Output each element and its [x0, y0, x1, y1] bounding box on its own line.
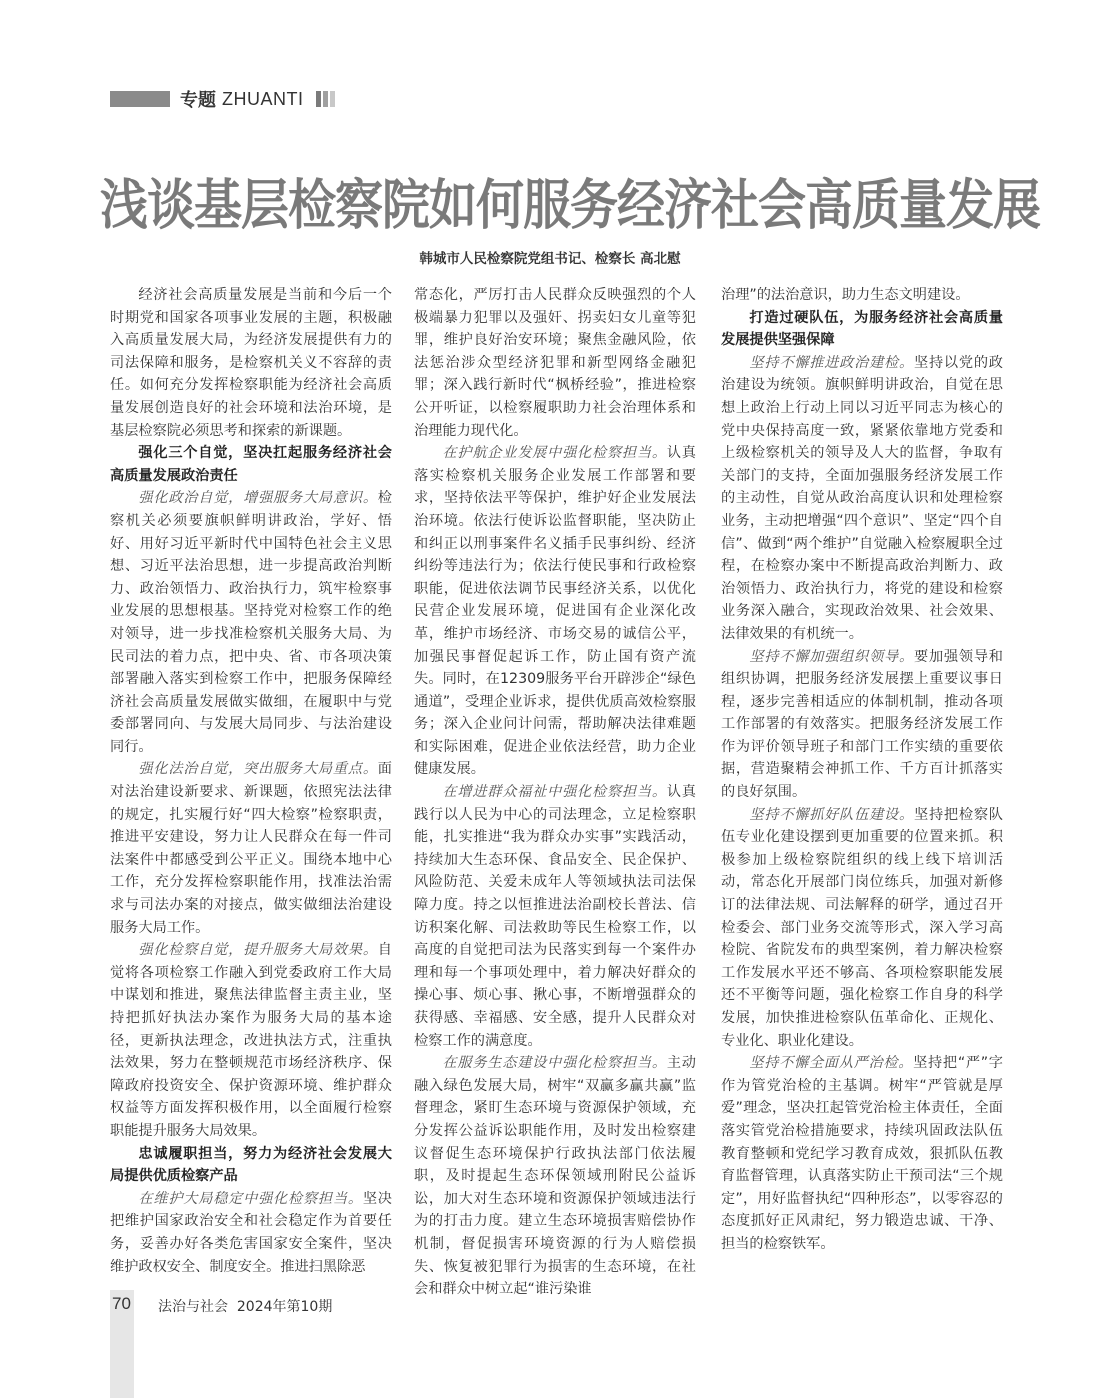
paragraph-text: 坚持把“严”字作为管党治检的主基调。树牢“严管就是厚爱”理念，坚决扛起管党治检主体责任，全面落实管党治检措施要求，持续巩固政法队伍教育整顿和党纪学习教育成效，狠抓队伍教育监督管理，认真落实防止干预司法“三个规定”，用好监督执纪“四种形态”，以零容忍的态度抓好正风肃纪，努力锻造忠诚、干净、担当的检察铁军。 — [721, 1055, 1003, 1252]
section-bar-decoration — [110, 91, 170, 107]
paragraph-text: 自觉将各项检察工作融入到党委政府工作大局中谋划和推进，聚焦法律监督主责主业，坚持把抓好执法办案作为服务大局的基本途径，更新执法理念，改进执法方式，注重执法效果，努力在整顿规范市场经济秩序、保障政府投资安全、保护资源环境、维护群众权益等方面发挥积极作用，以全面履行检察职能提升服务大局效果。 — [110, 942, 392, 1139]
section-heading: 忠诚履职担当，努力为经济社会发展大局提供优质检察产品 — [110, 1145, 392, 1185]
body-paragraph — [721, 284, 1003, 307]
section-label-cn: 专题 — [180, 90, 216, 111]
body-paragraph — [110, 1188, 392, 1278]
body-paragraph — [110, 487, 392, 758]
body-paragraph — [414, 1052, 696, 1301]
paragraph-text: 认真落实检察机关服务企业发展工作部署和要求，坚持依法平等保护，维护好企业发展法治环境。依法行使诉讼监督职能，坚决防止和纠正以刑事案件名义插手民事纠纷、经济纠纷等违法行为；依法行使民事和行政检察职能，促进依法调节民事经济关系，以优化民营企业发展环境，促进国有企业深化改革，维护市场经济、市场交易的诚信公平，加强民事督促起诉工作，防止国有资产流失。同时，在12309服务平台开辟涉企“绿色通道”，受理企业诉求，提供优质高效检察服务；深入企业问计问需，帮助解决法律难题和实际困难，促进企业依法经营，助力企业健康发展。 — [414, 445, 696, 778]
paragraph-lead: 强化检察自觉，提升服务大局效果。 — [138, 942, 378, 959]
paragraph-lead: 坚持不懈推进政治建检。 — [749, 354, 914, 371]
paragraph-text: 主动融入绿色发展大局，树牢“双赢多赢共赢”监督理念，紧盯生态环境与资源保护领域，充分发挥公益诉讼职能作用，及时发出检察建议督促生态环境保护行政执法部门依法履职，及时提起生态环保领域刑附民公益诉讼，加大对生态环境和资源保护领域违法行为的打击力度。建立生态环境损害赔偿协作机制，督促损害环境资源的行为人赔偿损失、恢复被犯罪行为损害的生态环境，在社会和群众中树立起“谁污染谁 — [414, 1055, 696, 1298]
paragraph-text: 检察机关必须要旗帜鲜明讲政治，学好、悟好、用好习近平新时代中国特色社会主义思想、习近平法治思想，进一步提高政治判断力、政治领悟力、政治执行力，筑牢检察事业发展的思想根基。坚持党对检察工作的绝对领导，进一步找准检察机关服务大局、为民司法的着力点，把中央、省、市各项决策部署融入落实到检察工作中，把服务保障经济社会高质量发展做实做细，在履职中与党委部署同向、与发展大局同步、与法治建设同行。 — [110, 490, 392, 755]
body-paragraph — [414, 442, 696, 781]
paragraph-text: 坚持以党的政治建设为统领。旗帜鲜明讲政治，自觉在思想上政治上行动上同以习近平同志为核心的党中央保持高度一致，紧紧依靠地方党委和上级检察机关的领导及人大的监督，争取有关部门的支持，全面加强服务经济发展工作的主动性，自觉从政治高度认识和处理检察业务，主动把增强“四个意识”、坚定“四个自信”、做到“两个维护”自觉融入检察履职全过程，在检察办案中不断提高政治判断力、政治领悟力、政治执行力，将党的建设和检察业务深入融合，实现政治效果、社会效果、法律效果的有机统一。 — [721, 354, 1003, 642]
paragraph-text: 面对法治建设新要求、新课题，依照宪法法律的规定，扎实履行好“四大检察”检察职责，推进平安建设，努力让人民群众在每一件司法案件中都感受到公平正义。围绕本地中心工作，充分发挥检察职能作用，找准法治需求与司法办案的对接点，做实做细法治建设服务大局工作。 — [110, 761, 392, 936]
page-number: 70 — [112, 1294, 131, 1313]
section-label-en: ZHUANTI — [222, 88, 304, 109]
section-heading: 强化三个自觉，坚决扛起服务经济社会高质量发展政治责任 — [110, 445, 392, 484]
article-column-1 — [110, 284, 392, 1278]
body-paragraph — [110, 284, 392, 442]
body-paragraph — [721, 804, 1003, 1053]
paragraph-text: 要加强领导和组织协调，把服务经济发展摆上重要议事日程，逐步完善相适应的体制机制，推动各项工作部署的有效落实。把服务经济发展工作作为评价领导班子和部门工作实绩的重要依据，营造聚精会神抓工作、千方百计抓落实的良好氛围。 — [721, 648, 1003, 801]
paragraph-lead: 在增进群众福祉中强化检察担当。 — [442, 784, 667, 801]
paragraph-lead: 强化法治自觉，突出服务大局重点。 — [138, 761, 378, 778]
article-column-2 — [414, 284, 696, 1301]
body-paragraph — [721, 1052, 1003, 1255]
body-paragraph — [721, 646, 1003, 804]
paragraph-text: 认真践行以人民为中心的司法理念，立足检察职能，扎实推进“我为群众办实事”实践活动，持续加大生态环保、食品安全、民企保护、风险防范、关爱未成年人等领域执法司法保障力度。持之以恒推进法治副校长普法、信访积案化解、司法救助等民生检察工作，以高度的自觉把司法为民落实到每一个案件办理和每一个事项处理中，着力解决好群众的操心事、烦心事、揪心事，不断增强群众的获得感、幸福感、安全感，提升人民群众对检察工作的满意度。 — [414, 784, 696, 1049]
paragraph-text: 常态化，严厉打击人民群众反映强烈的个人极端暴力犯罪以及强奸、拐卖妇女儿童等犯罪，维护良好治安环境；聚焦金融风险，依法惩治涉众型经济犯罪和新型网络金融犯罪；深入践行新时代“枫桥经验”，推进检察公开听证，以检察履职助力社会治理体系和治理能力现代化。 — [414, 287, 696, 439]
section-header — [110, 89, 337, 109]
section-heading: 打造过硬队伍，为服务经济社会高质量发展提供坚强保障 — [721, 309, 1003, 349]
body-paragraph — [414, 781, 696, 1052]
body-paragraph — [414, 284, 696, 442]
paragraph-lead: 在服务生态建设中强化检察担当。 — [442, 1055, 667, 1072]
paragraph-text: 治理”的法治意识，助力生态文明建设。 — [721, 287, 970, 303]
body-paragraph — [721, 352, 1003, 646]
paragraph-text: 坚决把维护国家政治安全和社会稳定作为首要任务，妥善办好各类危害国家安全案件，坚决维护政权安全、制度安全。推进扫黑除恶 — [110, 1190, 392, 1275]
paragraph-lead: 在维护大局稳定中强化检察担当。 — [138, 1190, 363, 1207]
paragraph-lead: 坚持不懈全面从严治检。 — [749, 1055, 914, 1072]
article-byline: 韩城市人民检察院党组书记、检察长 高北慰 — [419, 251, 681, 267]
article-column-3 — [721, 284, 1003, 1256]
journal-issue: 法治与社会 2024年第10期 — [158, 1299, 333, 1315]
paragraph-text: 经济社会高质量发展是当前和今后一个时期党和国家各项事业发展的主题，积极融入高质量发展大局，为经济发展提供有力的司法保障和服务，是检察机关义不容辞的责任。如何充分发挥检察职能为经济社会高质量发展创造良好的社会环境和法治环境，是基层检察院必须思考和探索的新课题。 — [110, 287, 392, 439]
body-paragraph — [110, 939, 392, 1142]
paragraph-lead: 坚持不懈加强组织领导。 — [749, 648, 914, 665]
section-marks-decoration — [316, 91, 337, 107]
paragraph-lead: 强化政治自觉，增强服务大局意识。 — [138, 490, 378, 507]
paragraph-text: 坚持把检察队伍专业化建设摆到更加重要的位置来抓。积极参加上级检察院组织的线上线下培训活动，常态化开展部门岗位练兵，加强对新修订的法律法规、司法解释的研学，通过召开检委会、部门业务交流等形式，深入学习高检院、省院发布的典型案例，着力解决检察工作发展水平还不够高、各项检察职能发展还不平衡等问题，强化检察工作自身的科学发展，加快推进检察队伍革命化、正规化、专业化、职业化建设。 — [721, 806, 1003, 1049]
article-title: 浅谈基层检察院如何服务经济社会高质量发展 — [100, 174, 1041, 238]
paragraph-lead: 在护航企业发展中强化检察担当。 — [442, 445, 667, 462]
body-paragraph — [110, 758, 392, 939]
paragraph-lead: 坚持不懈抓好队伍建设。 — [749, 806, 914, 823]
